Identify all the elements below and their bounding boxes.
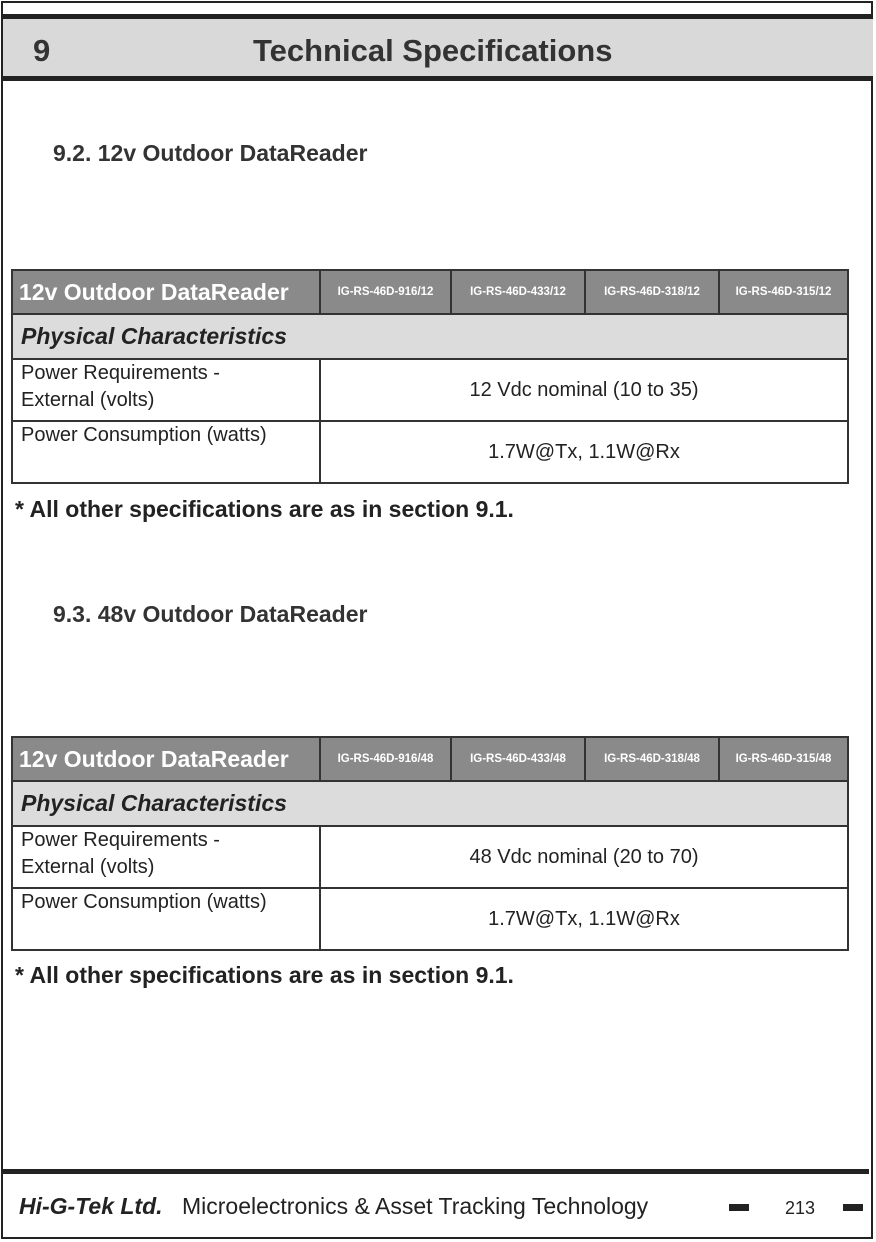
model-header: IG-RS-46D-318/12 [585,270,719,314]
model-header: IG-RS-46D-916/12 [320,270,451,314]
row-label-line: Power Requirements - [21,829,220,851]
table-header-row [12,737,848,781]
table-title: 12v Outdoor DataReader [12,737,320,781]
row-label [12,421,320,483]
footnote-9-2: * All other specifications are as in section 9.1. [15,496,514,522]
physical-characteristics-label: Physical Characteristics [12,314,848,359]
footnote-9-3: * All other specifications are as in section 9.1. [15,962,514,988]
table-row [12,888,848,950]
table-row [12,826,848,888]
footer-company-name: Hi-G-Tek Ltd. [19,1193,163,1219]
table-subheader-row [12,781,848,826]
table-row [12,359,848,421]
table-title: 12v Outdoor DataReader [12,270,320,314]
physical-characteristics-label: Physical Characteristics [12,781,848,826]
model-header: IG-RS-46D-315/12 [719,270,848,314]
row-value: 12 Vdc nominal (10 to 35) [320,359,848,421]
row-label-line: Power Consumption (watts) [21,891,267,913]
table-row [12,421,848,483]
spec-table-12v [11,269,849,484]
page-number-dash-right [843,1204,863,1211]
section-heading-9-3: 9.3. 48v Outdoor DataReader [53,601,368,627]
table-subheader-row [12,314,848,359]
row-value: 48 Vdc nominal (20 to 70) [320,826,848,888]
table-header-row [12,270,848,314]
row-label-line: External (volts) [21,856,155,878]
model-header: IG-RS-46D-433/12 [451,270,585,314]
row-label [12,888,320,950]
model-header: IG-RS-46D-433/48 [451,737,585,781]
row-value: 1.7W@Tx, 1.1W@Rx [320,888,848,950]
model-header: IG-RS-46D-318/48 [585,737,719,781]
row-label-line: Power Consumption (watts) [21,424,267,446]
model-header: IG-RS-46D-916/48 [320,737,451,781]
footer-divider [3,1169,869,1174]
row-label [12,359,320,421]
row-value: 1.7W@Tx, 1.1W@Rx [320,421,848,483]
section-heading-9-2: 9.2. 12v Outdoor DataReader [53,140,368,166]
footer-tagline: Microelectronics & Asset Tracking Technology [182,1193,649,1219]
row-label-line: External (volts) [21,389,155,411]
chapter-header [3,14,873,81]
page-number: 213 [785,1198,816,1218]
page-number-dash-left [729,1204,749,1211]
model-header: IG-RS-46D-315/48 [719,737,848,781]
chapter-title: Technical Specifications [253,33,613,68]
chapter-number: 9 [33,33,51,68]
row-label [12,826,320,888]
row-label-line: Power Requirements - [21,362,220,384]
spec-table-48v [11,736,849,951]
